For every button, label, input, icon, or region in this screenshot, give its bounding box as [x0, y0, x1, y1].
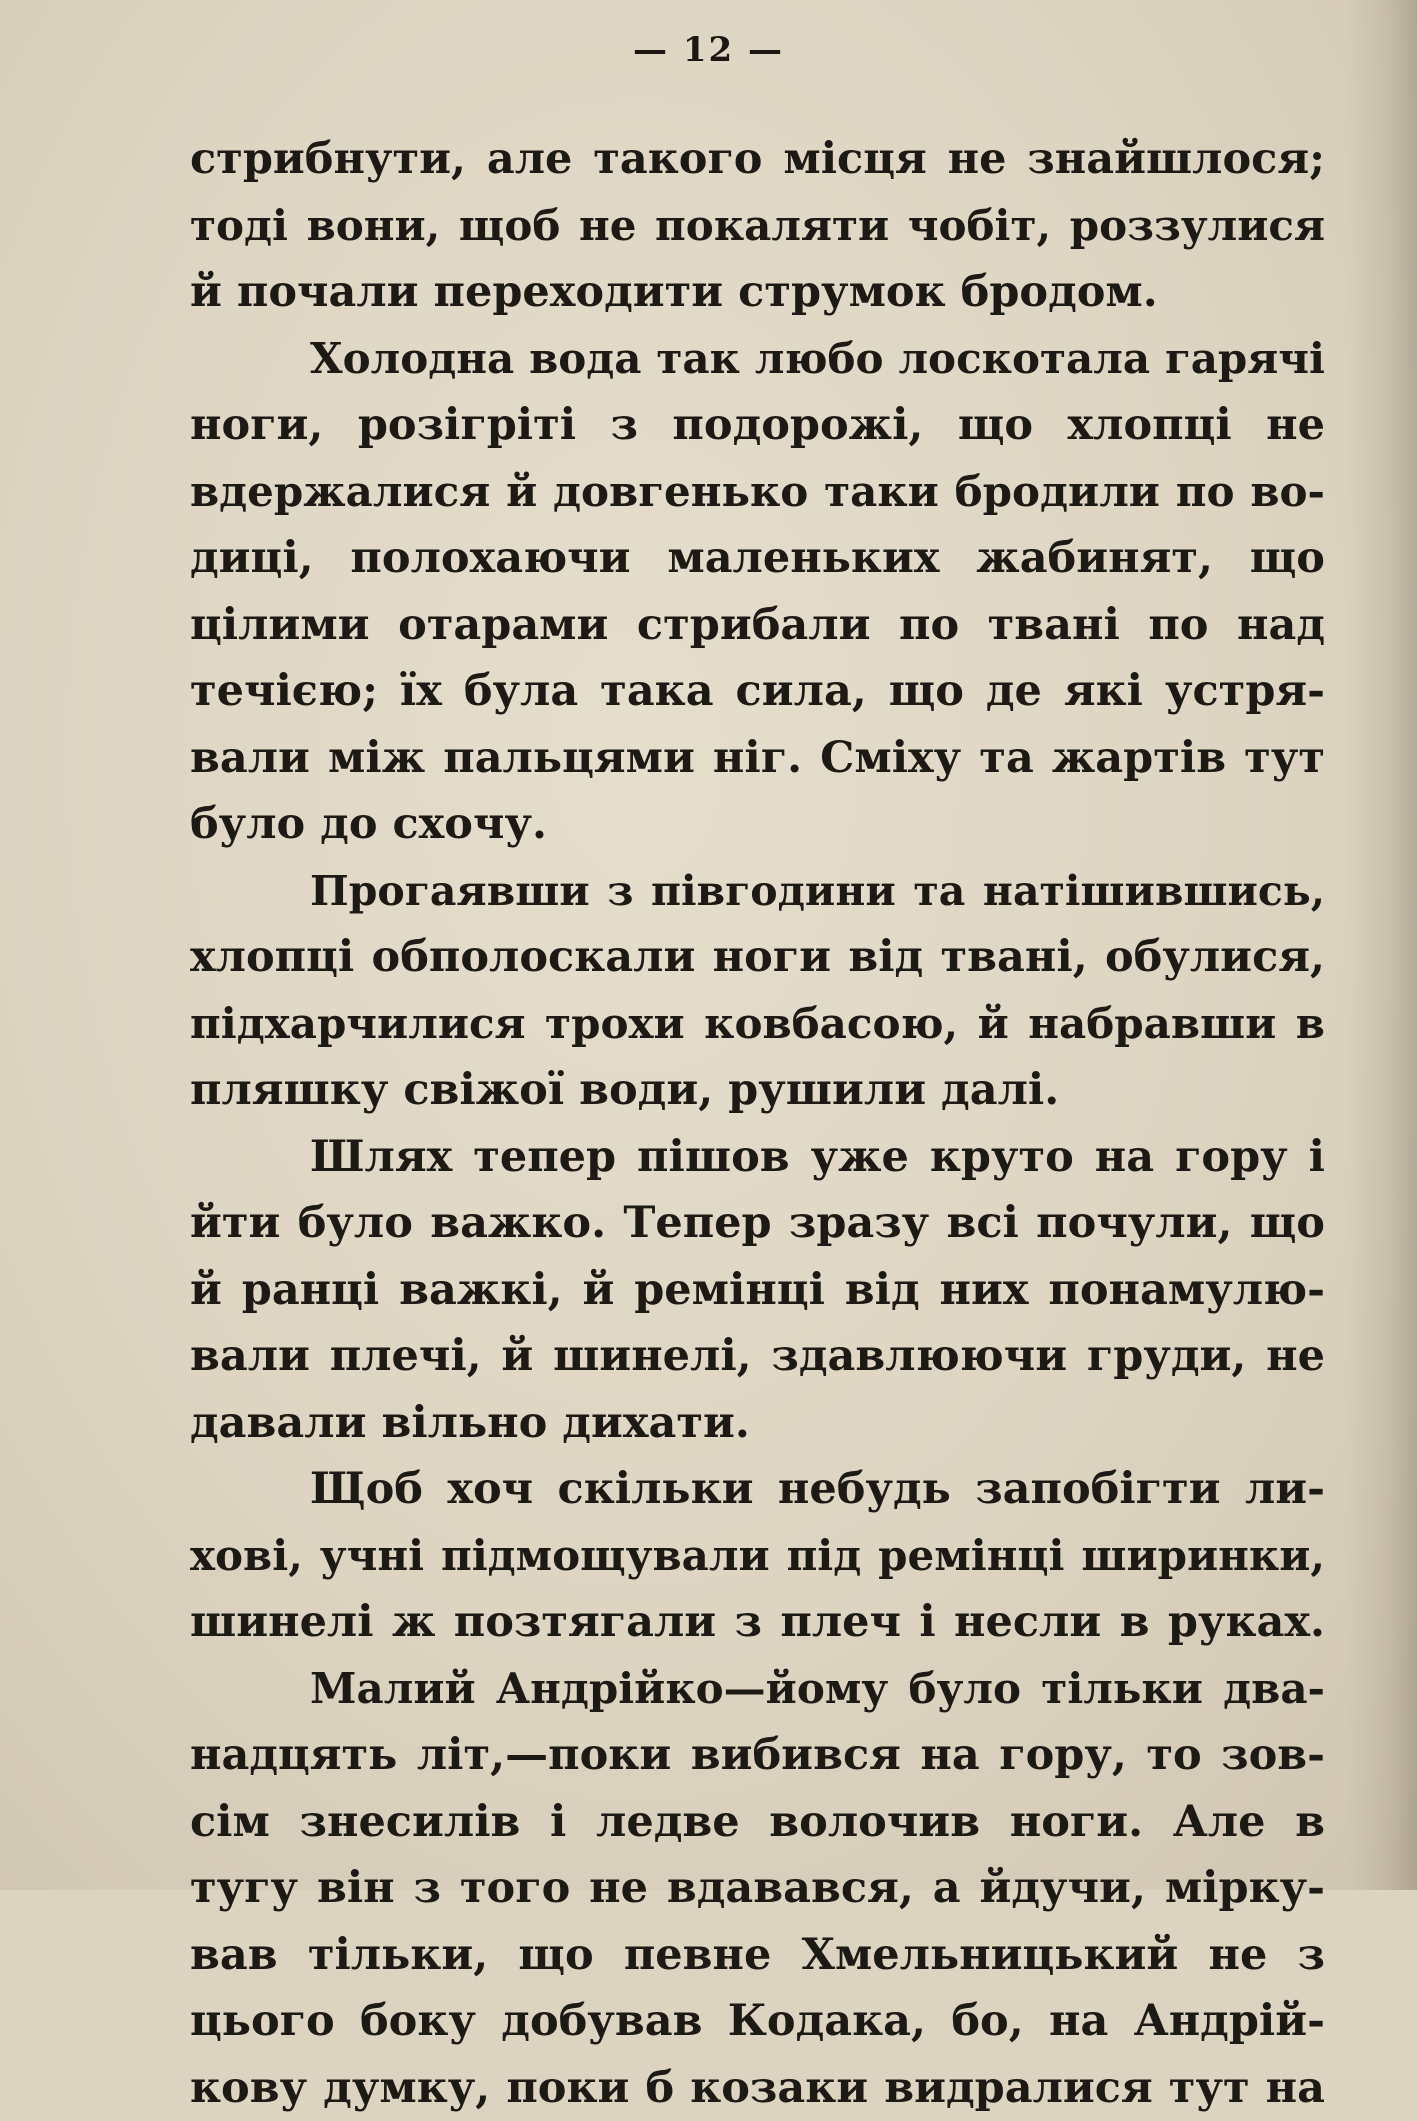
text-line: тоді вони, щоб не покаляти чобіт, роззулися — [190, 193, 1325, 260]
text-line: Прогаявши з півгодини та натішившись, — [190, 858, 1325, 925]
text-line: ноги, розігріті з подорожі, що хлопці не — [190, 392, 1325, 459]
body-text — [190, 126, 1325, 2121]
text-line: хові, учні підмощували під ремінці ширинки, — [190, 1523, 1325, 1590]
text-line: шинелі ж позтягали з плеч і несли в руках. — [190, 1589, 1325, 1656]
text-line: й почали переходити струмок бродом. — [190, 259, 1325, 326]
page-number: — 12 — — [0, 30, 1417, 70]
text-line: диці, полохаючи маленьких жабинят, що — [190, 525, 1325, 592]
text-line: сім знесилів і ледве волочив ноги. Але в — [190, 1789, 1325, 1856]
text-line: цього боку добував Кодака, бо, на Андрій- — [190, 1988, 1325, 2055]
text-line: підхарчилися трохи ковбасою, й набравши в — [190, 991, 1325, 1058]
text-line: стрибнути, але такого місця не знайшлося; — [190, 126, 1325, 193]
page-edge-shadow — [1347, 0, 1417, 1890]
text-line: вали плечі, й шинелі, здавлюючи груди, не — [190, 1323, 1325, 1390]
text-line: йти було важко. Тепер зразу всі почули, що — [190, 1190, 1325, 1257]
text-line: кову думку, поки б козаки видралися тут на — [190, 2055, 1325, 2121]
text-line: Малий Андрійко—йому було тільки два- — [190, 1656, 1325, 1723]
text-line: хлопці обполоскали ноги від твані, обулися, — [190, 924, 1325, 991]
text-line: течією; їх була така сила, що де які устря- — [190, 658, 1325, 725]
text-line: цілими отарами стрибали по твані по над — [190, 592, 1325, 659]
text-line: давали вільно дихати. — [190, 1390, 1325, 1457]
text-line: й ранці важкі, й ремінці від них понамулю- — [190, 1257, 1325, 1324]
text-line: вав тільки, що певне Хмельницький не з — [190, 1922, 1325, 1989]
text-line: вдержалися й довгенько таки бродили по во- — [190, 459, 1325, 526]
text-line: вали між пальцями ніг. Сміху та жартів тут — [190, 725, 1325, 792]
text-line: пляшку свіжої води, рушили далі. — [190, 1057, 1325, 1124]
text-line: Холодна вода так любо лоскотала гарячі — [190, 326, 1325, 393]
text-line: Шлях тепер пішов уже круто на гору і — [190, 1124, 1325, 1191]
text-line: було до схочу. — [190, 791, 1325, 858]
text-line: Щоб хоч скільки небудь запобігти ли- — [190, 1456, 1325, 1523]
text-line: тугу він з того не вдавався, а йдучи, мірку- — [190, 1855, 1325, 1922]
text-line: надцять літ,—поки вибився на гору, то зов- — [190, 1722, 1325, 1789]
